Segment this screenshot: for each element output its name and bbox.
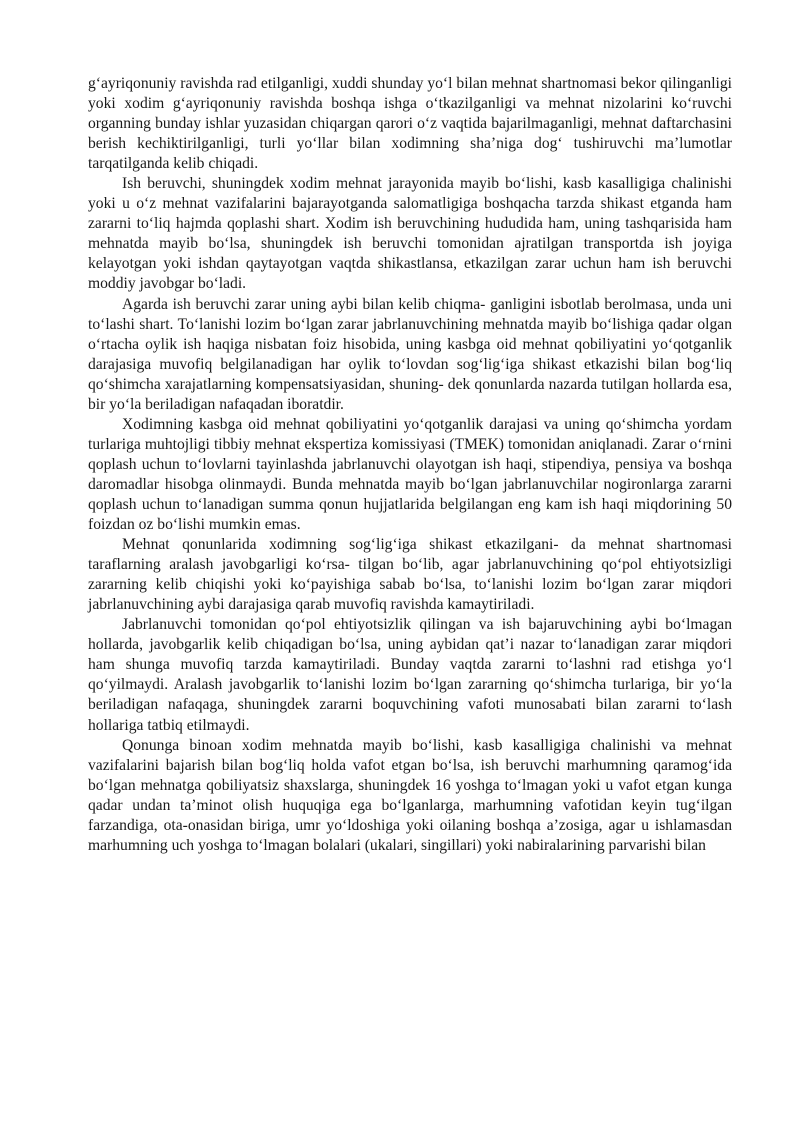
paragraph-1: g‘ayriqonuniy ravishda rad etilganligi, xuddi shunday yo‘l bilan mehnat shartnomasi bekor qilinganligi yoki xodim g‘ayriqonuniy ravishda boshqa ishga o‘tkazilganligi va mehnat nizolarini ko‘ruvchi organning bunday ishlar yuzasidan chiqargan qarori o‘z vaqtida bajarilmaganligi, mehnat daftarchasini berish kechiktirilganligi, turli yo‘llar bilan xodimning sha’niga dog‘ tushiruvchi ma’lumotlar tarqatilganda kelib chiqadi. [88,75,732,173]
paragraph-3: Agarda ish beruvchi zarar uning aybi bilan kelib chiqma- ganligini isbotlab berolmasa, unda uni to‘lashi shart. To‘lanishi lozim bo‘lgan zarar jabrlanuvchining mehnatda mayib bo‘lishiga qadar olgan o‘rtacha oylik ish haqiga nisbatan foiz hisobida, uning kasbga oid mehnat qobiliyatini yo‘qotganlik darajasiga muvofiq belgilanadigan har oylik to‘lovdan sog‘lig‘iga shikast etkazishi bilan bog‘liq qo‘shimcha xarajatlarning kompensatsiyasidan, shuning- dek qonunlarda nazarda tutilgan hollarda esa, bir yo‘la beriladigan nafaqadan iboratdir. [88,295,732,413]
paragraph-5: Mehnat qonunlarida xodimning sog‘lig‘iga shikast etkazilgani- da mehnat shartnomasi taraflarning aralash javobgarligi ko‘rsa- tilgan bo‘lib, agar jabrlanuvchining qo‘pol ehtiyotsizligi zararning kelib chiqishi yoki ko‘payishiga sabab bo‘lsa, to‘lanishi lozim bo‘lgan zarar miqdori jabrlanuvchining aybi darajasiga qarab muvofiq ravishda kamaytiriladi. [88,536,732,614]
paragraph-6: Jabrlanuvchi tomonidan qo‘pol ehtiyotsizlik qilingan va ish bajaruvchining aybi bo‘lmagan hollarda, javobgarlik kelib chiqadigan bo‘lsa, uning aybidan qat’i nazar to‘lanadigan zarar miqdori ham shunga muvofiq tarzda kamaytiriladi. Bunday vaqtda zararni to‘lashni rad etishga yo‘l qo‘yilmaydi. Aralash javobgarlik to‘lanishi lozim bo‘lgan zararning qo‘shimcha turlariga, bir yo‘la beriladigan nafaqaga, shuningdek zararni boquvchining vafoti munosabati bilan zararni to‘lash hollariga tatbiq etilmaydi. [88,616,732,734]
paragraph-2: Ish beruvchi, shuningdek xodim mehnat jarayonida mayib bo‘lishi, kasb kasalligiga chalinishi yoki u o‘z mehnat vazifalarini bajarayotganda salomatligiga boshqacha tarzda shikast etganda ham zararni to‘liq hajmda qoplashi shart. Xodim ish beruvchining hududida ham, uning tashqarisida ham mehnatda mayib bo‘lsa, shuningdek ish beruvchi tomonidan ajratilgan transportda ish joyiga kelayotgan yoki ishdan qaytayotgan vaqtda shikastlansa, etkazilgan zarar uchun ham ish beruvchi moddiy javobgar bo‘ladi. [88,175,732,293]
paragraph-7: Qonunga binoan xodim mehnatda mayib bo‘lishi, kasb kasalligiga chalinishi va mehnat vazifalarini bajarish bilan bog‘liq holda vafot etgan bo‘lsa, ish beruvchi marhumning qaramog‘ida bo‘lgan mehnatga qobiliyatsiz shaxslarga, shuningdek 16 yoshga to‘lmagan yoki u vafot etgan kunga qadar undan ta’minot olish huquqiga ega bo‘lganlarga, marhumning vafotidan keyin tug‘ilgan farzandiga, ota-onasidan biriga, umr yo‘ldoshiga yoki oilaning boshqa a’zosiga, agar u ishlamasdan marhumning uch yoshga to‘lmagan bolalari (ukalari, singillari) yoki nabiralarining parvarishi bilan [88,736,732,854]
document-page [88,74,732,856]
paragraph-4: Xodimning kasbga oid mehnat qobiliyatini yo‘qotganlik darajasi va uning qo‘shimcha yordam turlariga muhtojligi tibbiy mehnat ekspertiza komissiyasi (TMEK) tomonidan aniqlanadi. Zarar o‘rnini qoplash uchun to‘lovlarni tayinlashda jabrlanuvchi olayotgan ish haqi, stipendiya, pensiya va boshqa daromadlar hisobga olinmaydi. Bunda mehnatda mayib bo‘lgan jabrlanuvchilar nogironlarga zararni qoplash uchun to‘lanadigan summa qonun hujjatlarida belgilangan eng kam ish haqi miqdorining 50 foizdan oz bo‘lishi mumkin emas. [88,415,732,534]
